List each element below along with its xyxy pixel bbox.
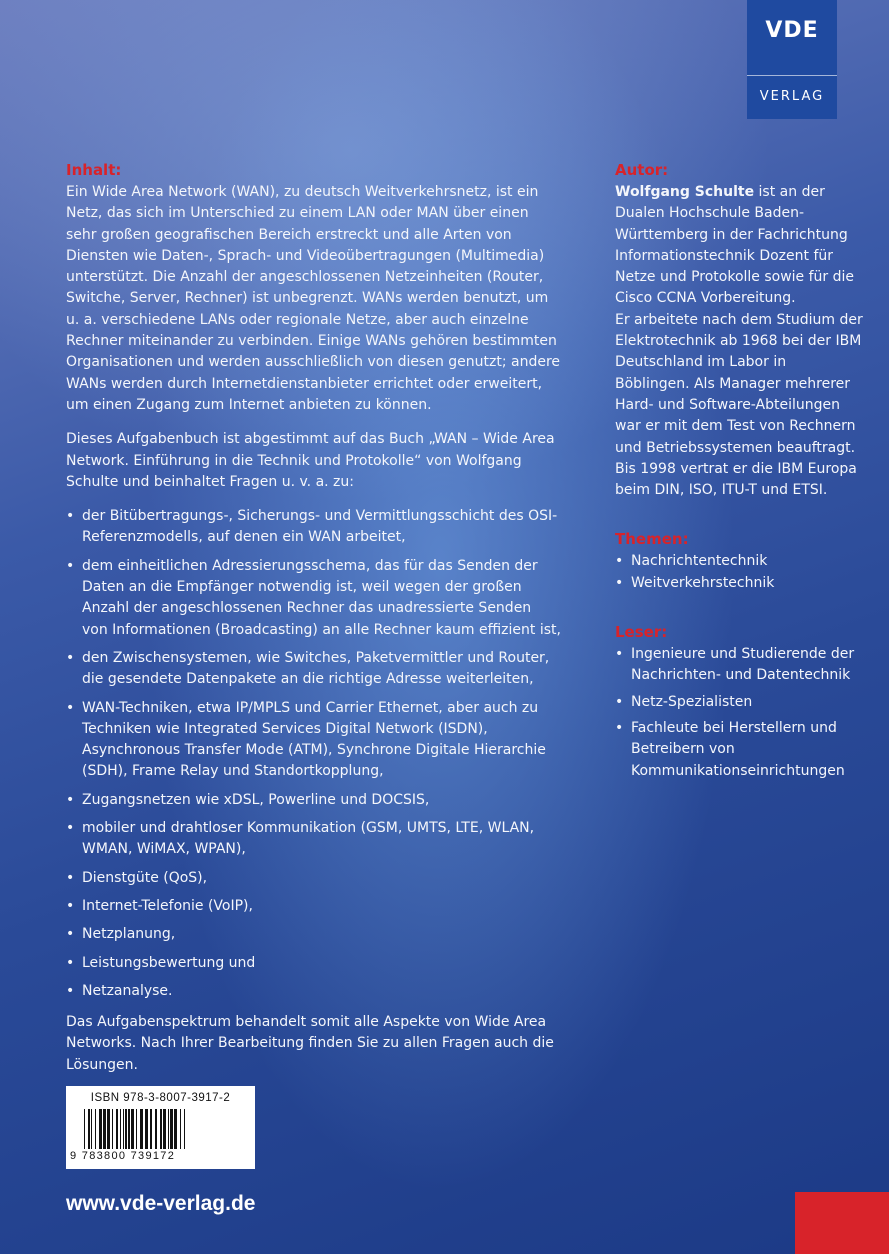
leser-item-text: Netz-Spezialisten — [631, 693, 753, 710]
topic-item — [66, 818, 561, 861]
barcode-graphic — [84, 1109, 237, 1149]
leser-item — [615, 718, 865, 782]
themen-block — [615, 527, 865, 594]
logo-divider — [747, 75, 837, 76]
leser-item — [615, 644, 865, 687]
barcode-bar — [107, 1109, 110, 1149]
themen-heading: Themen: — [615, 530, 689, 549]
leser-block — [615, 620, 865, 782]
leser-item-text: Ingenieure und Studierende der Nachrichten- und Datentechnik — [631, 646, 855, 684]
topic-item-text: WAN-Techniken, etwa IP/MPLS und Carrier Ethernet, aber auch zu Techniken wie Integrated Services Digital Network (ISDN), Asynchronous Transfer Mode (ATM), Synchrone Digitale Hierarchie (SDH), Frame Relay und Standortkopplung, — [82, 699, 546, 780]
topic-item — [66, 896, 561, 917]
vde-logo — [747, 0, 837, 119]
topic-item-text: dem einheitlichen Adressierungsschema, das für das Senden der Daten an die Empfänger notwendig ist, weil wegen der großen Anzahl der angeschlossenen Rechner das unadressierte Senden von Informationen (Broadcasting) an alle Rechner kaum effizient ist, — [82, 557, 561, 638]
content-column — [66, 158, 561, 1089]
sidebar-column — [615, 158, 865, 808]
topic-item — [66, 556, 561, 641]
bullet-icon: • — [66, 869, 75, 886]
author-name: Wolfgang Schulte — [615, 184, 755, 200]
leser-item-text: Fachleute bei Herstellern und Betreibern von Kommunikationseinrichtungen — [631, 719, 845, 779]
topic-item-text: Leistungsbewertung und — [82, 954, 256, 971]
themen-item-text: Weitverkehrstechnik — [631, 574, 775, 591]
barcode-bar — [103, 1109, 106, 1149]
barcode-bar — [155, 1109, 157, 1149]
logo-text: VDE — [765, 18, 819, 43]
themen-item — [615, 551, 865, 572]
barcode-bar — [136, 1109, 137, 1149]
barcode-bar — [88, 1109, 90, 1149]
logo-subtext: VERLAG — [759, 89, 825, 104]
barcode-bar — [163, 1109, 166, 1149]
barcode-bar — [128, 1109, 130, 1149]
barcode-bar — [120, 1109, 121, 1149]
bullet-icon: • — [66, 897, 75, 914]
bullet-icon: • — [66, 699, 75, 716]
topic-item-text: Netzplanung, — [82, 926, 176, 943]
bullet-icon: • — [66, 982, 75, 999]
isbn-label: ISBN 978-3-8007-3917-2 — [90, 1092, 231, 1104]
bullet-icon: • — [615, 574, 624, 591]
themen-item — [615, 573, 865, 594]
isbn-barcode — [66, 1086, 255, 1169]
barcode-bar — [145, 1109, 148, 1149]
bullet-icon: • — [66, 649, 75, 666]
topic-item — [66, 868, 561, 889]
topic-item — [66, 981, 561, 1002]
themen-item-text: Nachrichtentechnik — [631, 553, 768, 570]
bullet-icon: • — [66, 508, 75, 525]
topic-item-text: den Zwischensystemen, wie Switches, Paketvermittler und Router, die gesendete Datenpakete an die richtige Adresse weiterleiten, — [82, 649, 550, 688]
author-bio-2: Er arbeitete nach dem Studium der Elektrotechnik ab 1968 bei der IBM Deutschland im Labor in Böblingen. Als Manager mehrerer Hard- und Software-Abteilungen war er mit dem Test von Rechnern und Betriebssystemen beauftragt. Bis 1998 vertrat er die IBM Europa beim DIN, ISO, ITU-T und ETSI. — [615, 311, 863, 499]
barcode-bar — [95, 1109, 96, 1149]
bullet-icon: • — [615, 646, 624, 663]
barcode-bar — [99, 1109, 102, 1149]
barcode-bar — [140, 1109, 143, 1149]
content-heading: Inhalt: — [66, 161, 122, 179]
barcode-bar — [84, 1109, 85, 1149]
barcode-bar — [131, 1109, 134, 1149]
author-heading: Autor: — [615, 161, 669, 179]
topic-item-text: Internet-Telefonie (VoIP), — [82, 897, 253, 914]
barcode-bar — [123, 1109, 124, 1149]
topic-list — [66, 506, 561, 1002]
author-bio — [615, 182, 865, 310]
barcode-bar — [180, 1109, 181, 1149]
leser-heading: Leser: — [615, 623, 668, 642]
barcode-bar — [112, 1109, 113, 1149]
content-paragraph-2: Dieses Aufgabenbuch ist abgestimmt auf das Buch „WAN – Wide Area Network. Einführung in die Technik und Protokolle“ von Wolfgang Schulte und beinhaltet Fragen u. v. a. zu: — [66, 431, 555, 490]
content-paragraph-3: Das Aufgabenspektrum behandelt somit alle Aspekte von Wide Area Networks. Nach Ihrer Bearbeitung finden Sie zu allen Fragen auch die Lösungen. — [66, 1014, 554, 1073]
themen-list — [615, 551, 865, 594]
leser-item — [615, 692, 865, 713]
barcode-bar — [174, 1109, 177, 1149]
bullet-icon: • — [615, 719, 624, 736]
publisher-url[interactable]: www.vde-verlag.de — [66, 1192, 256, 1215]
bullet-icon: • — [615, 553, 624, 570]
topic-item-text: der Bitübertragungs-, Sicherungs- und Vermittlungsschicht des OSI-Referenzmodells, auf denen ein WAN arbeitet, — [82, 508, 558, 546]
barcode-bar — [184, 1109, 185, 1149]
barcode-bar — [160, 1109, 162, 1149]
content-paragraph-1: Ein Wide Area Network (WAN), zu deutsch Weitverkehrsnetz, ist ein Netz, das sich im Unterschied zu einem LAN oder MAN über einen sehr großen geografischen Bereich erstreckt und alle Arten von Diensten wie Daten-, Sprach- und Videoübertragungen (Multimedia) unterstützt. Die Anzahl der angeschlossenen Netzeinheiten (Router, Switche, Server, Rechner) ist unbegrenzt. WANs werden benutzt, um u. a. verschiedene LANs oder regionale Netze, aber auch einzelne Rechner miteinander zu verbinden. Einige WANs gehören bestimmten Organisationen und werden ausschließlich von diesen genutzt; andere WANs werden durch Internetdienstanbieter errichtet oder erweitert, um einen Zugang zum Internet anbieten zu können. — [66, 184, 561, 413]
barcode-bar — [125, 1109, 127, 1149]
red-accent-block — [795, 1192, 889, 1254]
barcode-bar — [168, 1109, 169, 1149]
author-bio-1: ist an der Dualen Hochschule Baden-Württemberg in der Fachrichtung Informationstechnik Dozent für Netze und Protokolle sowie für die Cisco CCNA Vorbereitung. — [615, 184, 855, 307]
topic-item — [66, 648, 561, 691]
bullet-icon: • — [66, 557, 75, 574]
topic-item — [66, 506, 561, 549]
bullet-icon: • — [66, 926, 75, 943]
barcode-bar — [170, 1109, 173, 1149]
barcode-bar — [150, 1109, 152, 1149]
barcode-bar — [91, 1109, 92, 1149]
bullet-icon: • — [66, 820, 75, 837]
barcode-bar — [116, 1109, 118, 1149]
bullet-icon: • — [66, 954, 75, 971]
topic-item-text: Netzanalyse. — [82, 982, 173, 999]
bullet-icon: • — [66, 791, 75, 808]
topic-item — [66, 698, 561, 783]
topic-item-text: Dienstgüte (QoS), — [82, 869, 208, 886]
bullet-icon: • — [615, 693, 624, 710]
topic-item-text: Zugangsnetzen wie xDSL, Powerline und DOCSIS, — [82, 791, 430, 808]
barcode-digits: 9 783800 739172 — [70, 1150, 176, 1162]
topic-item-text: mobiler und drahtloser Kommunikation (GSM, UMTS, LTE, WLAN, WMAN, WiMAX, WPAN), — [82, 820, 535, 858]
author-block — [615, 158, 865, 501]
topic-item — [66, 790, 561, 811]
leser-list — [615, 644, 865, 782]
topic-item — [66, 953, 561, 974]
topic-item — [66, 924, 561, 945]
